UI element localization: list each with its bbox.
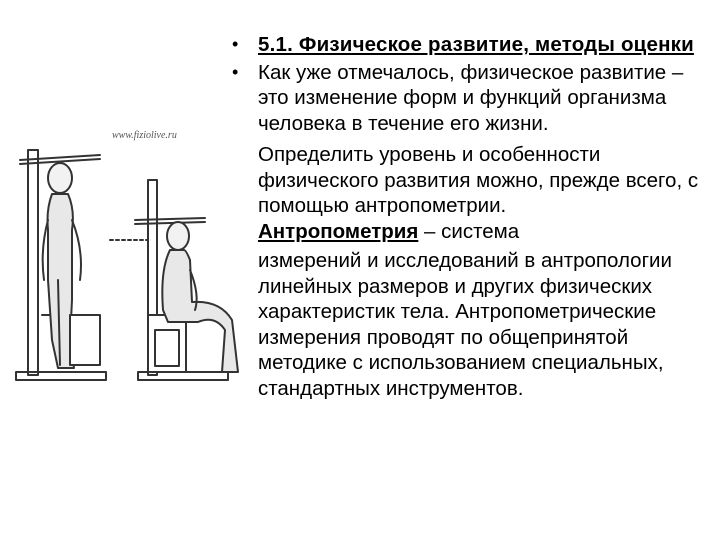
- section-heading: 5.1. Физическое развитие, методы оценки: [258, 33, 694, 56]
- bullet-icon: •: [232, 61, 239, 82]
- standing-person: [43, 163, 100, 368]
- paragraph-method: Определить уровень и особенности физического развития можно, прежде всего, с помощью антропометрии.: [258, 143, 699, 217]
- slide-text: [228, 32, 712, 401]
- term-rest: – система: [418, 219, 520, 243]
- bullet-icon: •: [232, 34, 239, 54]
- term-anthropometry: Антропометрия: [258, 219, 419, 243]
- paragraph-description: измерений и исследований в антропологии линейных размеров и других физических характеристик тела. Антропометрические измерения проводят по общепринятой методике с использованием специальных, стандартных инструментов.: [258, 249, 672, 400]
- heading-row: [228, 32, 712, 58]
- paragraph-definition: Как уже отмечалось, физическое развитие – это изменение форм и функций организма человека в течение его жизни.: [258, 60, 684, 135]
- watermark-text: www.fiziolive.ru: [112, 130, 177, 141]
- body-continuation: [228, 142, 712, 401]
- body-row: [228, 60, 712, 137]
- paragraph-term-line: [258, 219, 712, 245]
